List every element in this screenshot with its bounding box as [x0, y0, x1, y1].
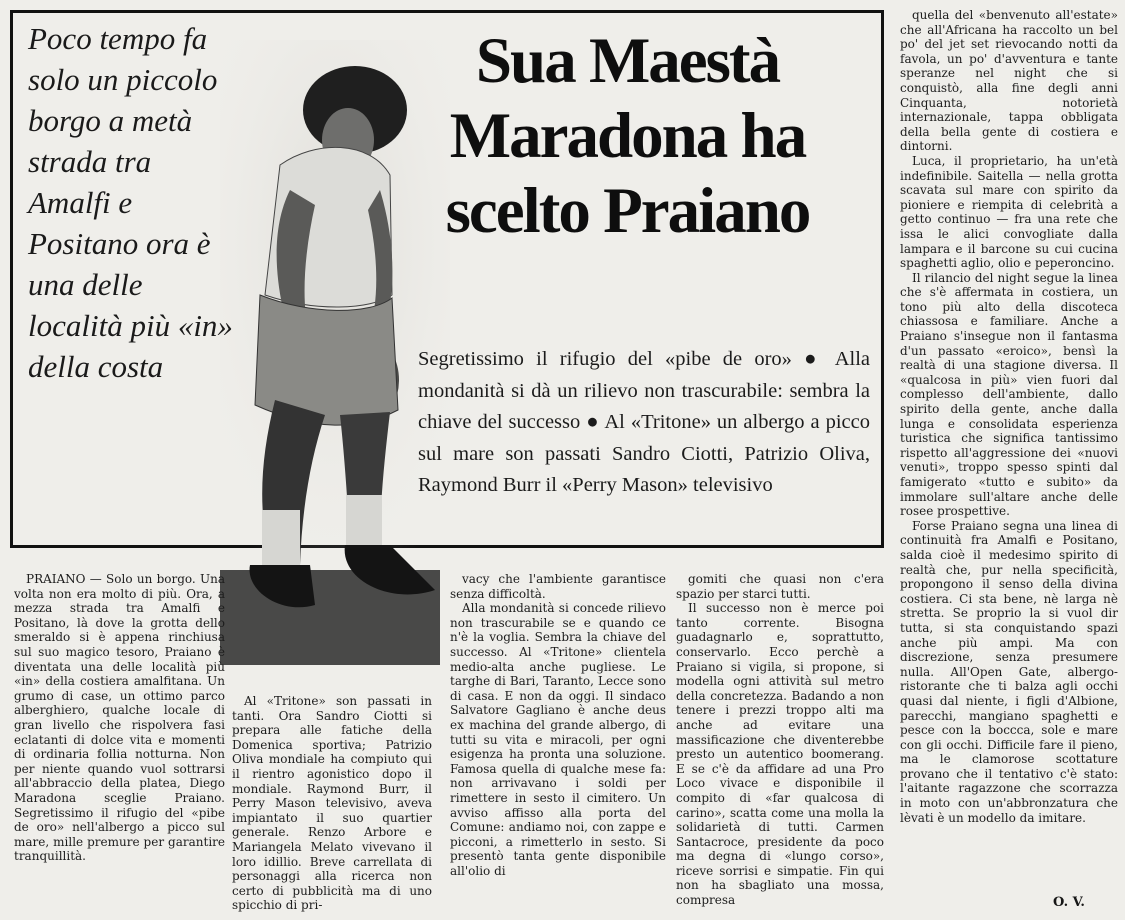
- author-signature: O. V.: [1053, 895, 1085, 910]
- article-column-4: [676, 572, 884, 914]
- headline: Sua Maestà Maradona ha scelto Praiano: [445, 25, 810, 247]
- paragraph: gomiti che quasi non c'era spazio per starci tutti.: [676, 572, 884, 601]
- paragraph: Al «Tritone» son passati in tanti. Ora Sandro Ciotti si prepara alle fatiche della Domenica sportiva; Patrizio Oliva mondiale ha compiuto qui il rientro agonistico dopo il mondiale. Raymond Burr, il Perry Mason televisivo, aveva impiantato il suo quartier generale. Renzo Arbore e Mariangela Melato vivevano il loro idillio. Breve carrellata di personaggi alla ricerca non certo di pubblicità ma di uno spicchio di pri-: [232, 694, 432, 913]
- paragraph: Alla mondanità si concede rilievo non trascurabile se e quando ce n'è la voglia. Sembra la chiave del successo. Al «Tritone» clientela medio-alta anche pugliese. Le targhe di Bari, Taranto, Lecce sono di casa. E non da oggi. Il sindaco Salvatore Gagliano è anche deus ex machina del grande albergo, di tutti su vita e miracoli, per ogni esigenza ha pronta una soluzione. Famosa quella di qualche mese fa: non arrivavano i soldi per rimettere in sesto il cimitero. Un avviso affisso alla porta del Comune: andiamo noi, con zappe e picconi, a rimetterlo in sesto. Si presentò tanta gente disponibile all'olio di: [450, 601, 666, 878]
- paragraph: Il rilancio del night segue la linea che s'è affermata in costiera, un tono più alto della discoteca chiassosa e familiare. Anche a Praiano s'insegue non il fantasma d'un passato «eroico», bensì la realtà di una stagione diversa. Il «qualcosa in più» vien fuori dal complesso dell'ambiente, dallo spirito della gente, anche dalla lunga e consolidata esperienza turistica che significa tantissimo rispetto all'aggressione dei «nuovi venuti», troppo spesso spinti dal famigerato «tutto e subito» da immolare sull'altare anche delle rosee prospettive.: [900, 270, 1118, 519]
- article-column-3: [450, 572, 666, 914]
- article-column-1: [14, 572, 225, 914]
- paragraph: quella del «benvenuto all'estate» che all'Africana ha raccolto un bel po' del jet set rievocando notti da favola, un po' d'avventura e tante speranze nel night che si conquistò, alla fine degli anni Cinquanta, notorietà internazionale, tappa obbligata della bella gente di costiera e dintorni.: [900, 8, 1118, 154]
- footballer-photo: [220, 40, 450, 665]
- paragraph: vacy che l'ambiente garantisce senza difficoltà.: [450, 572, 666, 601]
- intro-text: Poco tempo fa solo un piccolo borgo a metà strada tra Amalfi e Positano ora è una delle località più «in» della costa: [28, 21, 233, 384]
- article-column-2: [232, 694, 432, 914]
- subheadline: Segretissimo il rifugio del «pibe de oro» ● Alla mondanità si dà un rilievo non trascurabile: sembra la chiave del successo ● Al «Tritone» un albergo a picco sul mare son passati Sandro Ciotti, Patrizio Oliva, Raymond Burr il «Perry Mason» televisivo: [418, 348, 870, 496]
- paragraph: Forse Praiano segna una linea di continuità fra Amalfi e Positano, salda cioè il medesimo spirito di realtà che, pur nella specificità, propongono il senso della divina costiera. Ci sta bene, nè larga nè stretta. Se proprio la si vuol dir tutta, si sta conquistando spazi anche più ampi. Ma con discrezione, senza presumere nulla. All'Open Gate, albergo-ristorante che ti balza agli occhi quasi dal niente, i figli d'Albione, parecchi, mangiano spaghetti e pesce con la boccca, sole e mare con gli occhi. Difficile fare il pieno, ma le clamorose scottature provano che il tentativo c'è stato: l'aitante ragazzone che scorrazza in moto con un'abbronzatura che lèvati è un modello da imitare.: [900, 518, 1118, 825]
- article-column-5: [900, 8, 1118, 913]
- paragraph: PRAIANO — Solo un borgo. Una volta non era molto di più. Ora, a mezza strada tra Amalfi e Positano, là dove la grotta dello smeraldo si è appena rinchiusa sul suo magico tesoro, Praiano è diventata una delle località più «in» della costiera amalfitana. Un grumo di case, un ottimo parco alberghiero, qualche locale di gran livello che rispolvera fasi eclatanti di dolce vita e momenti di ordinaria follia notturna. Non per niente quando vuol sottrarsi all'abbraccio della platea, Diego Maradona sceglie Praiano. Segretissimo il rifugio del «pibe de oro» nell'albergo a picco sul mare, mille premure per garantire tranquillità.: [14, 572, 225, 864]
- paragraph: Luca, il proprietario, ha un'età indefinibile. Saitella — nella grotta scavata sul mare con spirito da pioniere e riempita di celebrità a getto continuo — fra una rete che issa le alici convogliate dalla lampara e il barcone su cui cucina spaghetti aglio, olio e peperoncino.: [900, 153, 1118, 271]
- paragraph: Il successo non è merce poi tanto corrente. Bisogna guadagnarlo e, soprattutto, conservarlo. Ecco perchè a Praiano si vigila, si propone, si modella ogni attività sul metro della concretezza. Badando a non tenere i prezzi troppo alti ma anche ad evitare una massificazione che diventerebbe presto un autentico boomerang. E se c'è da affidare ad una Pro Loco vivace e disponibile il compito di «far qualcosa di carino», scatta come una molla la solidarietà di tutti. Carmen Santacroce, presidente da poco ma degna di «lungo corso», riceve sorrisi e simpatie. Fin qui non ha sbagliato una mossa, compresa: [676, 601, 884, 908]
